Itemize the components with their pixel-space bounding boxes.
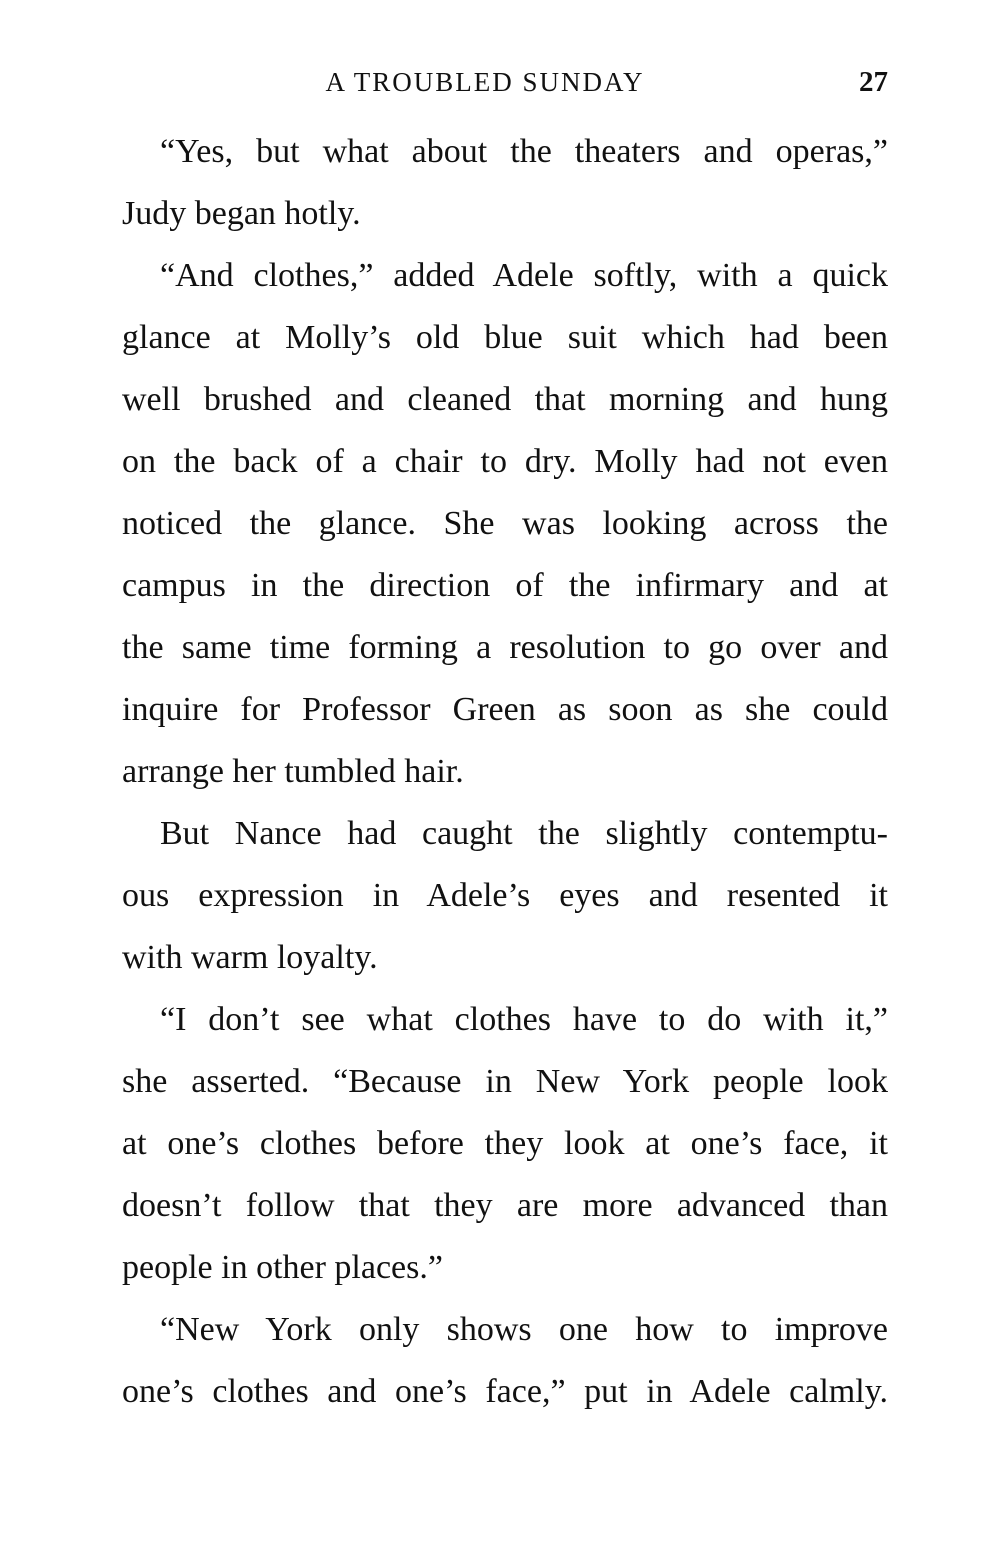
text-line: glance at Molly’s old blue suit which had been [122,319,888,356]
running-head [122,62,888,102]
text-line: with warm loyalty. [122,939,378,976]
text-line: at one’s clothes before they look at one’s face, it [122,1125,888,1162]
text-line: the same time forming a resolution to go over and [122,629,888,666]
text-line: inquire for Professor Green as soon as she could [122,691,888,728]
text-line: arrange her tumbled hair. [122,753,464,790]
text-line: well brushed and cleaned that morning and hung [122,381,888,418]
text-line: people in other places.” [122,1249,443,1286]
text-line: on the back of a chair to dry. Molly had not even [122,443,888,480]
text-line: “I don’t see what clothes have to do with it,” [160,1001,888,1038]
text-line: noticed the glance. She was looking across the [122,505,888,542]
text-line: Judy began hotly. [122,195,361,232]
text-line: one’s clothes and one’s face,” put in Adele calmly. [122,1373,888,1410]
paragraph [122,803,888,989]
text-line: ous expression in Adele’s eyes and resented it [122,877,888,914]
running-title: A TROUBLED SUNDAY [325,67,645,97]
paragraph [122,245,888,803]
text-line: doesn’t follow that they are more advanced than [122,1187,888,1224]
paragraph [122,1299,888,1423]
page-number: 27 [859,66,888,98]
text-line: she asserted. “Because in New York people look [122,1063,888,1100]
paragraph [122,989,888,1299]
text-line: campus in the direction of the infirmary and at [122,567,888,604]
text-line: “New York only shows one how to improve [160,1311,888,1348]
text-line: But Nance had caught the slightly contemptu- [160,815,888,852]
body-text [122,121,888,1423]
text-line: “Yes, but what about the theaters and operas,” [160,133,888,170]
text-line: “And clothes,” added Adele softly, with a quick [160,257,888,294]
paragraph [122,121,888,245]
